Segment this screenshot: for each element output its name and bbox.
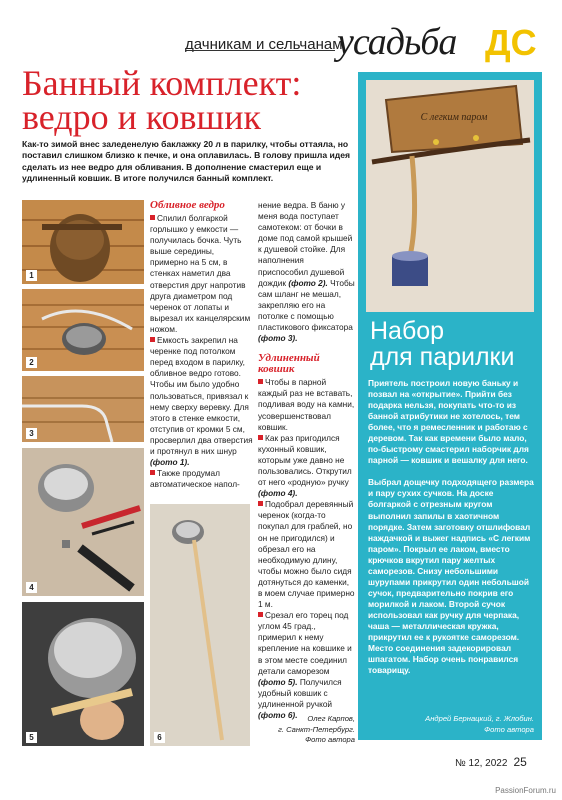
paragraph: Спилил болгаркой горлышко у емкости — получилась бочка. Чуть выше середины, примерно на 5 см, в стенках наметил два отверстия друг напротив друга диаметром под черенок от лопаты и вырезал их канцелярским ножом. (150, 213, 251, 334)
article-signature (220, 714, 355, 746)
sidebar-photo (366, 80, 534, 312)
paragraph: Также продумал автоматическое напол- (150, 468, 240, 490)
svg-text:С легким паром: С легким паром (420, 112, 488, 123)
section-header (185, 20, 540, 66)
paragraph: Срезал его торец под углом 45 град., примерил к нему крепление на ковшике и в этом месте соединил детали саморезом (фото 5). Получился удобный ковшик с удлиненной ручкой (фото 6). (258, 610, 352, 721)
author-city: г. Санкт-Петербург. (278, 724, 355, 734)
paragraph: Как раз пригодился кухонный ковшик, которым уже давно не пользовались. Открутил от него «родную» ручку (фото 4). (258, 432, 352, 499)
shower-illustration (22, 289, 144, 371)
section-tagline: дачникам и сельчанам (185, 36, 343, 53)
magazine-logo: усадьба (337, 21, 457, 63)
page-footer (455, 755, 527, 769)
paragraph: Емкость закрепил на черенке под потолком перед входом в парилку, обливное ведро готово. Чтобы им было удобно пользоваться, привязал к нему сверху веревку. Для этого в стенке емкости, отступив от кромки 5 см, просверлил два отверстия и протянул в них шнур (фото 1). (150, 335, 253, 468)
sauna-set-illustration (366, 80, 534, 312)
bullet-square (258, 501, 263, 506)
photo-number: 5 (26, 732, 37, 743)
photo-number: 3 (26, 428, 37, 439)
photo-number: 4 (26, 582, 37, 593)
article-title (22, 63, 362, 137)
photo-1-barrel (22, 200, 144, 284)
sidebar-title-line-1: Набор (370, 317, 445, 345)
article-column-1 (150, 200, 254, 490)
sidebar-paragraph: Выбрал дощечку подходящего размера и пару сухих сучков. На доске болгаркой с отрезным кругом выполнил запилы в хаотичном порядке. Затем заготовку отшлифовал наждачкой и выжег надпись «С легким паром». Покрыл ее лаком, вместо крючков вкрутил пару желтых саморезов. Снизу небольшими шурупами прикрутил один небольшой сучок, предварительно покрив его морилкой и лаком. Второй сучок использовал как ручку для черпака, чаша — металлическая кружка, прикрутил ее к рукоятке саморезом. Место соединения задекорировал шпагатом. Набор очень понравился товарищу. (368, 477, 534, 676)
paragraph: Чтобы в парной каждый раз не вставать, подливая воду на камни, усовершенствовал ковшик. (258, 377, 355, 432)
title-line-1: Банный комплект: (22, 63, 302, 103)
sidebar-box (358, 72, 542, 740)
magazine-logo-suffix: ДС (485, 22, 537, 63)
header-rule (185, 50, 335, 51)
bullet-square (258, 612, 263, 617)
photo-2-shower (22, 289, 144, 371)
bullet-square (150, 337, 155, 342)
paragraph: нение ведра. В баню у меня вода поступает самотеком: от бочки в доме под самой крышей к душевой стойке. Для наполнения приспособил душевой дождик (фото 2). Чтобы сам шланг не мешал, закрепляю его на потолке с помощью пластикового фиксатора (фото 3). (258, 200, 355, 344)
article-lead: Как-то зимой внес заледенелую баклажку 20 л в парилку, чтобы оттаяла, но поставил слишком близко к печке, и она оплавилась. В голову пришла идея сделать из нее ведро для обливания. В дополнение смастерил еще и удлиненный ковшик. В итоге получился банный комплект. (22, 139, 351, 183)
long-ladle-illustration (150, 504, 250, 746)
bullet-square (258, 379, 263, 384)
watermark: PassionForum.ru (495, 786, 556, 795)
sidebar-signature (368, 714, 534, 735)
ladle-hand-illustration (22, 602, 144, 746)
sidebar-paragraph: Приятель построил новую баньку и позвал на «открытие». Прийти без подарка нельзя, покупать что-то из банной атрибутики не хотелось, тем более, что я ремесленник и работаю с деревом. Так как времени было мало, по-быстрому смастерил наборчик для парной — ковшик и вешалку для него. (368, 378, 529, 466)
photo-number: 6 (154, 732, 165, 743)
author-name: Олег Карпов, (307, 714, 355, 723)
subheading-ladle: Удлиненный ковшик (258, 352, 320, 376)
sidebar-author: Андрей Бернацкий, г. Жлобин. (425, 714, 534, 723)
bullet-square (150, 215, 155, 220)
photo-number: 2 (26, 357, 37, 368)
photo-4-ladle-parts (22, 448, 144, 596)
title-line-2: ведро и ковшик (22, 97, 262, 137)
sidebar-title-line-2: для парилки (370, 343, 515, 371)
sidebar-text (368, 378, 534, 687)
subheading-bucket: Обливное ведро (150, 199, 225, 211)
photo-credit: Фото автора (305, 735, 355, 744)
issue-number: № 12, 2022 (455, 758, 508, 769)
photo-3-hose (22, 376, 144, 442)
ladle-parts-illustration (22, 448, 144, 596)
bullet-square (258, 435, 263, 440)
sidebar-photo-credit: Фото автора (484, 724, 534, 734)
barrel-illustration (22, 200, 144, 284)
sidebar-title (370, 318, 538, 370)
photo-5-ladle-hand (22, 602, 144, 746)
article-column-2 (258, 200, 355, 721)
paragraph: Подобрал деревянный черенок (когда-то покупал для граблей, но он не пригодился) и обрезал его на необходимую длину, чтобы можно было сидя дотянуться до каменки, в моем случае примерно 1 м. (258, 499, 355, 610)
bullet-square (150, 470, 155, 475)
photo-number: 1 (26, 270, 37, 281)
hose-illustration (22, 376, 144, 442)
photo-6-long-ladle (150, 504, 250, 746)
page-number: 25 (513, 755, 527, 769)
